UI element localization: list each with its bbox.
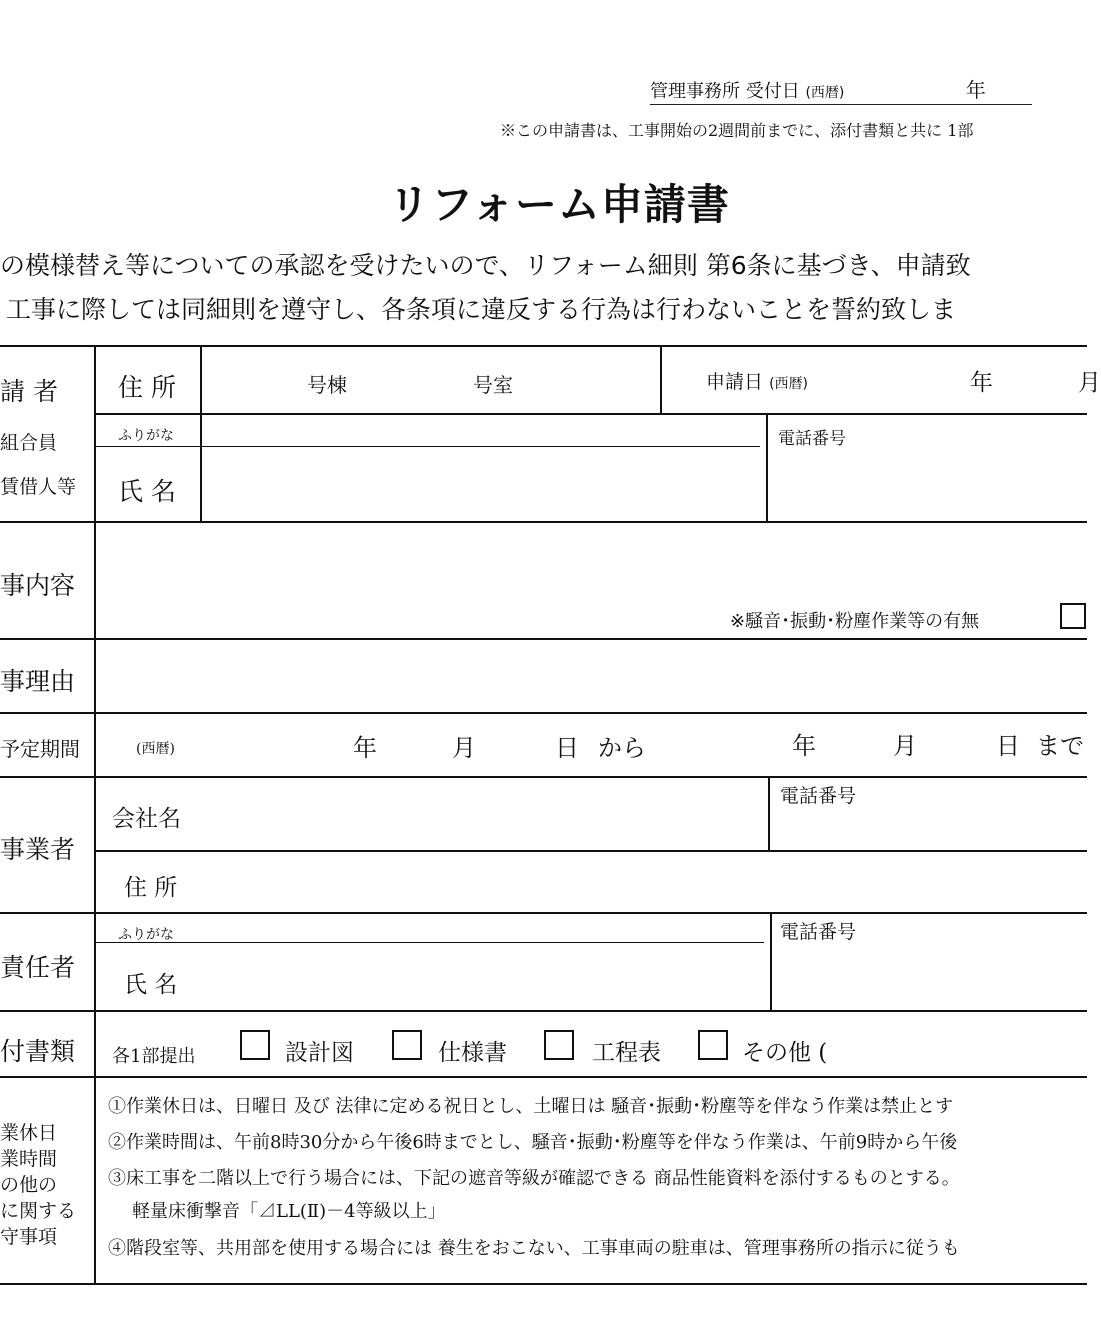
room-label: 号室 — [473, 373, 513, 397]
other-label: その他 ( — [742, 1040, 828, 1066]
intro-line-1: の模様替え等についての承認を受けたいので、リフォーム細則 第6条に基づき、申請致 — [0, 251, 971, 280]
office-label-text: 管理事務所 受付日 — [650, 81, 800, 102]
work-content-label: 事内容 — [0, 571, 76, 600]
contractor-mid-divider — [96, 850, 1087, 852]
table-bottom-border — [0, 1283, 1087, 1285]
rule-item-1: ①作業休日は、日曜日 及び 法律に定める祝日とし、土曜日は 騒音･振動･粉塵等を伴なう作業は禁止とす — [108, 1096, 954, 1117]
applicant-label-divider — [200, 345, 202, 523]
attachments-bottom — [0, 1076, 1087, 1078]
contractor-address-label: 住 所 — [124, 875, 178, 901]
applicant-row-divider — [96, 413, 1087, 415]
contractor-phone-label: 電話番号 — [780, 785, 857, 807]
application-date-text: 申請日 — [706, 371, 764, 393]
schedule-checkbox[interactable] — [544, 1030, 574, 1060]
other-checkbox[interactable] — [698, 1030, 728, 1060]
rule-item-3-detail: 軽量床衝撃音「⊿LL(Ⅱ)－4等級以上」 — [132, 1201, 446, 1222]
rules-label-line-1: 業休日 — [0, 1122, 58, 1144]
applicant-member-label: 組合員 — [0, 432, 58, 454]
rule-item-4: ④階段室等、共用部を使用する場合には 養生をおこない、工事車両の駐車は、管理事務所の指示に従うも — [108, 1238, 960, 1259]
submission-notice: ※この申請書は、工事開始の2週間前までに、添付書類と共に 1部 — [500, 121, 974, 140]
period-until: まで — [1036, 732, 1084, 760]
application-date-label — [706, 367, 808, 394]
period-bottom — [0, 776, 1087, 778]
period-to-year: 年 — [792, 732, 816, 760]
period-from-day: 日 — [555, 734, 579, 762]
manager-label: 責任者 — [0, 953, 76, 982]
application-date-era: (西暦) — [769, 376, 808, 392]
manager-name-label: 氏 名 — [124, 972, 178, 998]
rules-label-line-3: の他の — [0, 1174, 58, 1196]
period-from: から — [598, 734, 646, 762]
page-title: リフォーム申請書 — [388, 180, 730, 229]
applicant-phone-divider — [766, 413, 768, 521]
design-drawing-label: 設計図 — [285, 1040, 354, 1066]
table-left-divider — [94, 345, 96, 1285]
rules-label — [0, 1120, 76, 1250]
period-from-month: 月 — [452, 734, 476, 762]
schedule-label: 工程表 — [592, 1040, 661, 1066]
application-month-mark: 月 — [1078, 370, 1101, 396]
applicant-furigana-line — [96, 446, 760, 447]
work-reason-label: 事理由 — [0, 667, 76, 696]
address-label: 住 所 — [118, 373, 176, 402]
era-note: (西暦) — [805, 85, 845, 101]
noise-checkbox[interactable] — [1060, 603, 1086, 629]
manager-bottom — [0, 1010, 1087, 1012]
manager-furigana-label: ふりがな — [118, 927, 174, 943]
application-year-label: 年 — [970, 370, 993, 396]
applicant-row-label: 請 者 — [0, 377, 58, 406]
attachments-label: 付書類 — [0, 1037, 76, 1066]
applicant-tenant-label: 賃借人等 — [0, 476, 77, 498]
submit-note: 各1部提出 — [112, 1046, 196, 1067]
rules-label-line-4: に関する — [0, 1200, 77, 1222]
period-to-day: 日 — [996, 732, 1020, 760]
period-from-year: 年 — [353, 734, 377, 762]
rules-label-line-5: 守事項 — [0, 1226, 58, 1248]
work-reason-bottom — [0, 712, 1087, 714]
noise-note: ※騒音･振動･粉塵作業等の有無 — [730, 611, 980, 632]
specification-checkbox[interactable] — [392, 1030, 422, 1060]
contractor-bottom — [0, 912, 1087, 914]
applicant-bottom — [0, 521, 1087, 523]
work-content-bottom — [0, 638, 1087, 640]
design-drawing-checkbox[interactable] — [240, 1030, 270, 1060]
applicant-date-divider — [660, 345, 662, 413]
rules-label-line-2: 業時間 — [0, 1148, 58, 1170]
applicant-phone-label: 電話番号 — [778, 429, 846, 449]
manager-phone-divider — [770, 912, 772, 1010]
year-label: 年 — [965, 78, 986, 102]
office-received-label — [650, 74, 1032, 105]
building-label: 号棟 — [307, 373, 347, 397]
specification-label: 仕様書 — [438, 1040, 507, 1066]
rule-item-3: ③床工事を二階以上で行う場合には、下記の遮音等級が確認できる 商品性能資料を添付するものとする。 — [108, 1168, 960, 1189]
manager-furigana-line — [96, 942, 764, 943]
applicant-furigana-label: ふりがな — [118, 428, 174, 444]
applicant-name-label: 氏 名 — [118, 477, 176, 506]
manager-phone-label: 電話番号 — [780, 921, 857, 943]
period-era: (西暦) — [136, 741, 175, 757]
contractor-label: 事業者 — [0, 835, 76, 864]
rule-item-2: ②作業時間は、午前8時30分から午後6時までとし、騒音･振動･粉塵等を伴なう作業は、午前9時から午後 — [108, 1132, 958, 1153]
intro-line-2: 工事に際しては同細則を遵守し、各条項に違反する行為は行わないことを誓約致しま — [6, 295, 957, 324]
contractor-phone-divider — [768, 776, 770, 850]
period-label: 予定期間 — [0, 737, 80, 761]
company-name-label: 会社名 — [112, 806, 181, 832]
period-to-month: 月 — [893, 732, 917, 760]
table-top-border — [0, 345, 1087, 347]
